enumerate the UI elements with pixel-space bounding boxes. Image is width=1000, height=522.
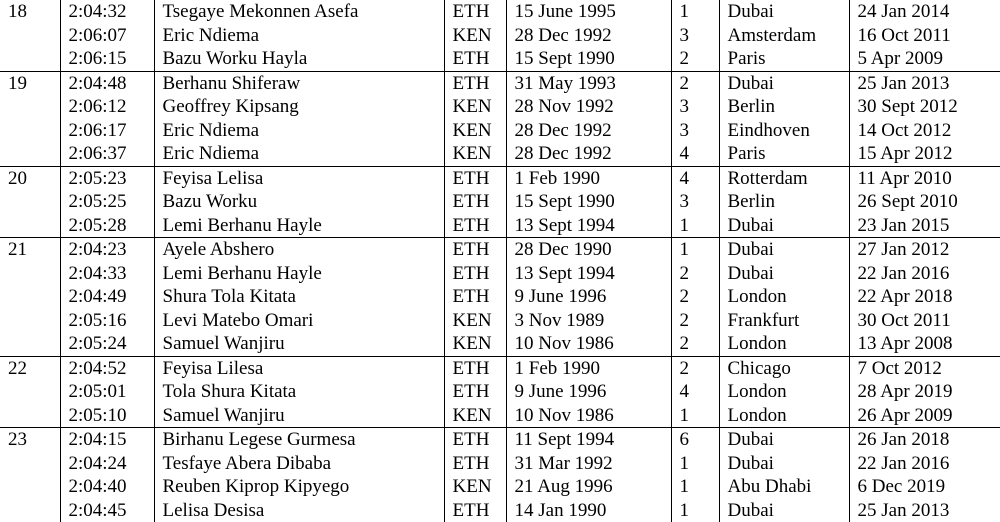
table-row — [0, 190, 1000, 214]
date-of-birth-cell: 15 Sept 1990 — [506, 47, 671, 71]
race-venue-cell: London — [719, 332, 849, 356]
race-venue-cell: Paris — [719, 47, 849, 71]
date-of-birth-cell: 31 Mar 1992 — [506, 452, 671, 476]
performance-time-cell: 2:04:32 — [60, 0, 154, 24]
date-of-birth-cell: 1 Feb 1990 — [506, 166, 671, 190]
date-of-birth-cell: 28 Dec 1992 — [506, 142, 671, 166]
date-of-birth-cell: 15 Sept 1990 — [506, 190, 671, 214]
date-of-birth-cell: 28 Nov 1992 — [506, 95, 671, 119]
race-position-cell: 3 — [671, 95, 719, 119]
age-cell — [0, 142, 60, 166]
date-of-birth-cell: 31 May 1993 — [506, 71, 671, 95]
race-venue-cell: London — [719, 380, 849, 404]
age-cell: 23 — [0, 428, 60, 452]
table-row — [0, 119, 1000, 143]
race-position-cell: 1 — [671, 499, 719, 522]
performance-time-cell: 2:04:48 — [60, 71, 154, 95]
race-date-cell: 13 Apr 2008 — [849, 332, 1000, 356]
nationality-cell: ETH — [444, 262, 506, 286]
race-venue-cell: Dubai — [719, 428, 849, 452]
nationality-cell: ETH — [444, 499, 506, 522]
race-position-cell: 3 — [671, 190, 719, 214]
athlete-name-cell: Birhanu Legese Gurmesa — [154, 428, 444, 452]
race-date-cell: 11 Apr 2010 — [849, 166, 1000, 190]
race-venue-cell: Berlin — [719, 190, 849, 214]
race-venue-cell: Dubai — [719, 0, 849, 24]
race-date-cell: 6 Dec 2019 — [849, 475, 1000, 499]
table-row — [0, 95, 1000, 119]
race-date-cell: 25 Jan 2013 — [849, 71, 1000, 95]
age-cell — [0, 285, 60, 309]
race-venue-cell: Amsterdam — [719, 24, 849, 48]
athlete-name-cell: Lemi Berhanu Hayle — [154, 214, 444, 238]
date-of-birth-cell: 3 Nov 1989 — [506, 309, 671, 333]
athlete-name-cell: Reuben Kiprop Kipyego — [154, 475, 444, 499]
performance-time-cell: 2:04:33 — [60, 262, 154, 286]
athlete-name-cell: Tsegaye Mekonnen Asefa — [154, 0, 444, 24]
table-row — [0, 238, 1000, 262]
athlete-name-cell: Bazu Worku Hayla — [154, 47, 444, 71]
race-venue-cell: Dubai — [719, 71, 849, 95]
athlete-name-cell: Levi Matebo Omari — [154, 309, 444, 333]
date-of-birth-cell: 10 Nov 1986 — [506, 404, 671, 428]
athlete-name-cell: Berhanu Shiferaw — [154, 71, 444, 95]
age-cell — [0, 214, 60, 238]
race-date-cell: 22 Apr 2018 — [849, 285, 1000, 309]
race-date-cell: 26 Sept 2010 — [849, 190, 1000, 214]
table-row — [0, 404, 1000, 428]
race-position-cell: 3 — [671, 119, 719, 143]
nationality-cell: ETH — [444, 356, 506, 380]
athlete-name-cell: Feyisa Lilesa — [154, 356, 444, 380]
table-row — [0, 166, 1000, 190]
performance-time-cell: 2:04:24 — [60, 452, 154, 476]
athlete-name-cell: Feyisa Lelisa — [154, 166, 444, 190]
age-cell — [0, 119, 60, 143]
table-row — [0, 499, 1000, 522]
race-venue-cell: Paris — [719, 142, 849, 166]
nationality-cell: KEN — [444, 24, 506, 48]
date-of-birth-cell: 13 Sept 1994 — [506, 262, 671, 286]
table-row — [0, 24, 1000, 48]
race-venue-cell: Dubai — [719, 214, 849, 238]
nationality-cell: KEN — [444, 95, 506, 119]
race-position-cell: 2 — [671, 309, 719, 333]
date-of-birth-cell: 28 Dec 1992 — [506, 24, 671, 48]
race-position-cell: 2 — [671, 356, 719, 380]
race-position-cell: 1 — [671, 0, 719, 24]
nationality-cell: ETH — [444, 238, 506, 262]
athlete-name-cell: Samuel Wanjiru — [154, 332, 444, 356]
age-cell — [0, 404, 60, 428]
table-row — [0, 475, 1000, 499]
athlete-name-cell: Geoffrey Kipsang — [154, 95, 444, 119]
date-of-birth-cell: 10 Nov 1986 — [506, 332, 671, 356]
performance-time-cell: 2:05:23 — [60, 166, 154, 190]
race-venue-cell: Eindhoven — [719, 119, 849, 143]
date-of-birth-cell: 28 Dec 1992 — [506, 119, 671, 143]
table-row — [0, 380, 1000, 404]
race-date-cell: 14 Oct 2012 — [849, 119, 1000, 143]
race-venue-cell: London — [719, 404, 849, 428]
race-position-cell: 4 — [671, 380, 719, 404]
date-of-birth-cell: 13 Sept 1994 — [506, 214, 671, 238]
race-date-cell: 26 Jan 2018 — [849, 428, 1000, 452]
age-cell: 18 — [0, 0, 60, 24]
age-cell — [0, 262, 60, 286]
race-date-cell: 27 Jan 2012 — [849, 238, 1000, 262]
race-position-cell: 2 — [671, 262, 719, 286]
race-date-cell: 15 Apr 2012 — [849, 142, 1000, 166]
race-position-cell: 1 — [671, 475, 719, 499]
performance-time-cell: 2:05:01 — [60, 380, 154, 404]
performance-time-cell: 2:04:49 — [60, 285, 154, 309]
athlete-name-cell: Tola Shura Kitata — [154, 380, 444, 404]
race-venue-cell: Dubai — [719, 262, 849, 286]
nationality-cell: ETH — [444, 190, 506, 214]
age-cell — [0, 95, 60, 119]
nationality-cell: ETH — [444, 285, 506, 309]
race-venue-cell: Dubai — [719, 499, 849, 522]
age-cell — [0, 380, 60, 404]
performance-time-cell: 2:04:23 — [60, 238, 154, 262]
athlete-name-cell: Samuel Wanjiru — [154, 404, 444, 428]
date-of-birth-cell: 14 Jan 1990 — [506, 499, 671, 522]
performance-time-cell: 2:06:17 — [60, 119, 154, 143]
age-cell: 19 — [0, 71, 60, 95]
nationality-cell: ETH — [444, 428, 506, 452]
table-row — [0, 285, 1000, 309]
race-date-cell: 26 Apr 2009 — [849, 404, 1000, 428]
race-venue-cell: Berlin — [719, 95, 849, 119]
performance-time-cell: 2:05:10 — [60, 404, 154, 428]
nationality-cell: ETH — [444, 71, 506, 95]
race-position-cell: 1 — [671, 452, 719, 476]
performance-time-cell: 2:04:52 — [60, 356, 154, 380]
table-row — [0, 0, 1000, 24]
race-position-cell: 4 — [671, 166, 719, 190]
race-date-cell: 22 Jan 2016 — [849, 262, 1000, 286]
age-cell: 20 — [0, 166, 60, 190]
athlete-name-cell: Bazu Worku — [154, 190, 444, 214]
race-position-cell: 1 — [671, 238, 719, 262]
athlete-name-cell: Ayele Abshero — [154, 238, 444, 262]
nationality-cell: ETH — [444, 214, 506, 238]
age-cell — [0, 309, 60, 333]
athlete-name-cell: Lelisa Desisa — [154, 499, 444, 522]
performance-time-cell: 2:05:28 — [60, 214, 154, 238]
race-venue-cell: Rotterdam — [719, 166, 849, 190]
nationality-cell: ETH — [444, 0, 506, 24]
race-venue-cell: London — [719, 285, 849, 309]
race-venue-cell: Abu Dhabi — [719, 475, 849, 499]
performance-time-cell: 2:05:24 — [60, 332, 154, 356]
race-position-cell: 2 — [671, 71, 719, 95]
race-date-cell: 24 Jan 2014 — [849, 0, 1000, 24]
race-position-cell: 2 — [671, 285, 719, 309]
race-date-cell: 5 Apr 2009 — [849, 47, 1000, 71]
performance-time-cell: 2:06:37 — [60, 142, 154, 166]
performance-time-cell: 2:06:12 — [60, 95, 154, 119]
nationality-cell: KEN — [444, 309, 506, 333]
race-position-cell: 4 — [671, 142, 719, 166]
age-cell — [0, 475, 60, 499]
athlete-name-cell: Tesfaye Abera Dibaba — [154, 452, 444, 476]
race-date-cell: 25 Jan 2013 — [849, 499, 1000, 522]
nationality-cell: KEN — [444, 332, 506, 356]
age-cell: 22 — [0, 356, 60, 380]
age-cell — [0, 452, 60, 476]
race-position-cell: 1 — [671, 214, 719, 238]
age-cell — [0, 24, 60, 48]
race-date-cell: 30 Sept 2012 — [849, 95, 1000, 119]
date-of-birth-cell: 21 Aug 1996 — [506, 475, 671, 499]
nationality-cell: KEN — [444, 404, 506, 428]
date-of-birth-cell: 28 Dec 1990 — [506, 238, 671, 262]
race-position-cell: 2 — [671, 47, 719, 71]
table-row — [0, 262, 1000, 286]
race-date-cell: 22 Jan 2016 — [849, 452, 1000, 476]
table-row — [0, 142, 1000, 166]
race-position-cell: 2 — [671, 332, 719, 356]
age-cell — [0, 190, 60, 214]
race-venue-cell: Frankfurt — [719, 309, 849, 333]
nationality-cell: ETH — [444, 166, 506, 190]
table-row — [0, 332, 1000, 356]
performance-time-cell: 2:04:45 — [60, 499, 154, 522]
age-cell — [0, 499, 60, 522]
athlete-name-cell: Shura Tola Kitata — [154, 285, 444, 309]
race-venue-cell: Dubai — [719, 238, 849, 262]
date-of-birth-cell: 11 Sept 1994 — [506, 428, 671, 452]
date-of-birth-cell: 9 June 1996 — [506, 380, 671, 404]
table-row — [0, 452, 1000, 476]
performance-time-cell: 2:04:15 — [60, 428, 154, 452]
performance-time-cell: 2:05:25 — [60, 190, 154, 214]
race-position-cell: 3 — [671, 24, 719, 48]
athlete-name-cell: Eric Ndiema — [154, 119, 444, 143]
nationality-cell: ETH — [444, 380, 506, 404]
race-position-cell: 6 — [671, 428, 719, 452]
age-cell — [0, 47, 60, 71]
race-date-cell: 30 Oct 2011 — [849, 309, 1000, 333]
performance-time-cell: 2:06:07 — [60, 24, 154, 48]
performance-time-cell: 2:06:15 — [60, 47, 154, 71]
race-date-cell: 7 Oct 2012 — [849, 356, 1000, 380]
race-date-cell: 23 Jan 2015 — [849, 214, 1000, 238]
race-venue-cell: Dubai — [719, 452, 849, 476]
race-position-cell: 1 — [671, 404, 719, 428]
table-row — [0, 71, 1000, 95]
nationality-cell: ETH — [444, 47, 506, 71]
performance-time-cell: 2:04:40 — [60, 475, 154, 499]
nationality-cell: KEN — [444, 475, 506, 499]
table-row — [0, 428, 1000, 452]
race-date-cell: 28 Apr 2019 — [849, 380, 1000, 404]
date-of-birth-cell: 9 June 1996 — [506, 285, 671, 309]
nationality-cell: ETH — [444, 452, 506, 476]
date-of-birth-cell: 15 June 1995 — [506, 0, 671, 24]
table-row — [0, 356, 1000, 380]
table-row — [0, 47, 1000, 71]
race-date-cell: 16 Oct 2011 — [849, 24, 1000, 48]
performance-time-cell: 2:05:16 — [60, 309, 154, 333]
date-of-birth-cell: 1 Feb 1990 — [506, 356, 671, 380]
table-row — [0, 214, 1000, 238]
nationality-cell: KEN — [444, 119, 506, 143]
nationality-cell: KEN — [444, 142, 506, 166]
table-row — [0, 309, 1000, 333]
race-venue-cell: Chicago — [719, 356, 849, 380]
age-cell — [0, 332, 60, 356]
athlete-name-cell: Lemi Berhanu Hayle — [154, 262, 444, 286]
athlete-name-cell: Eric Ndiema — [154, 142, 444, 166]
athlete-name-cell: Eric Ndiema — [154, 24, 444, 48]
age-cell: 21 — [0, 238, 60, 262]
